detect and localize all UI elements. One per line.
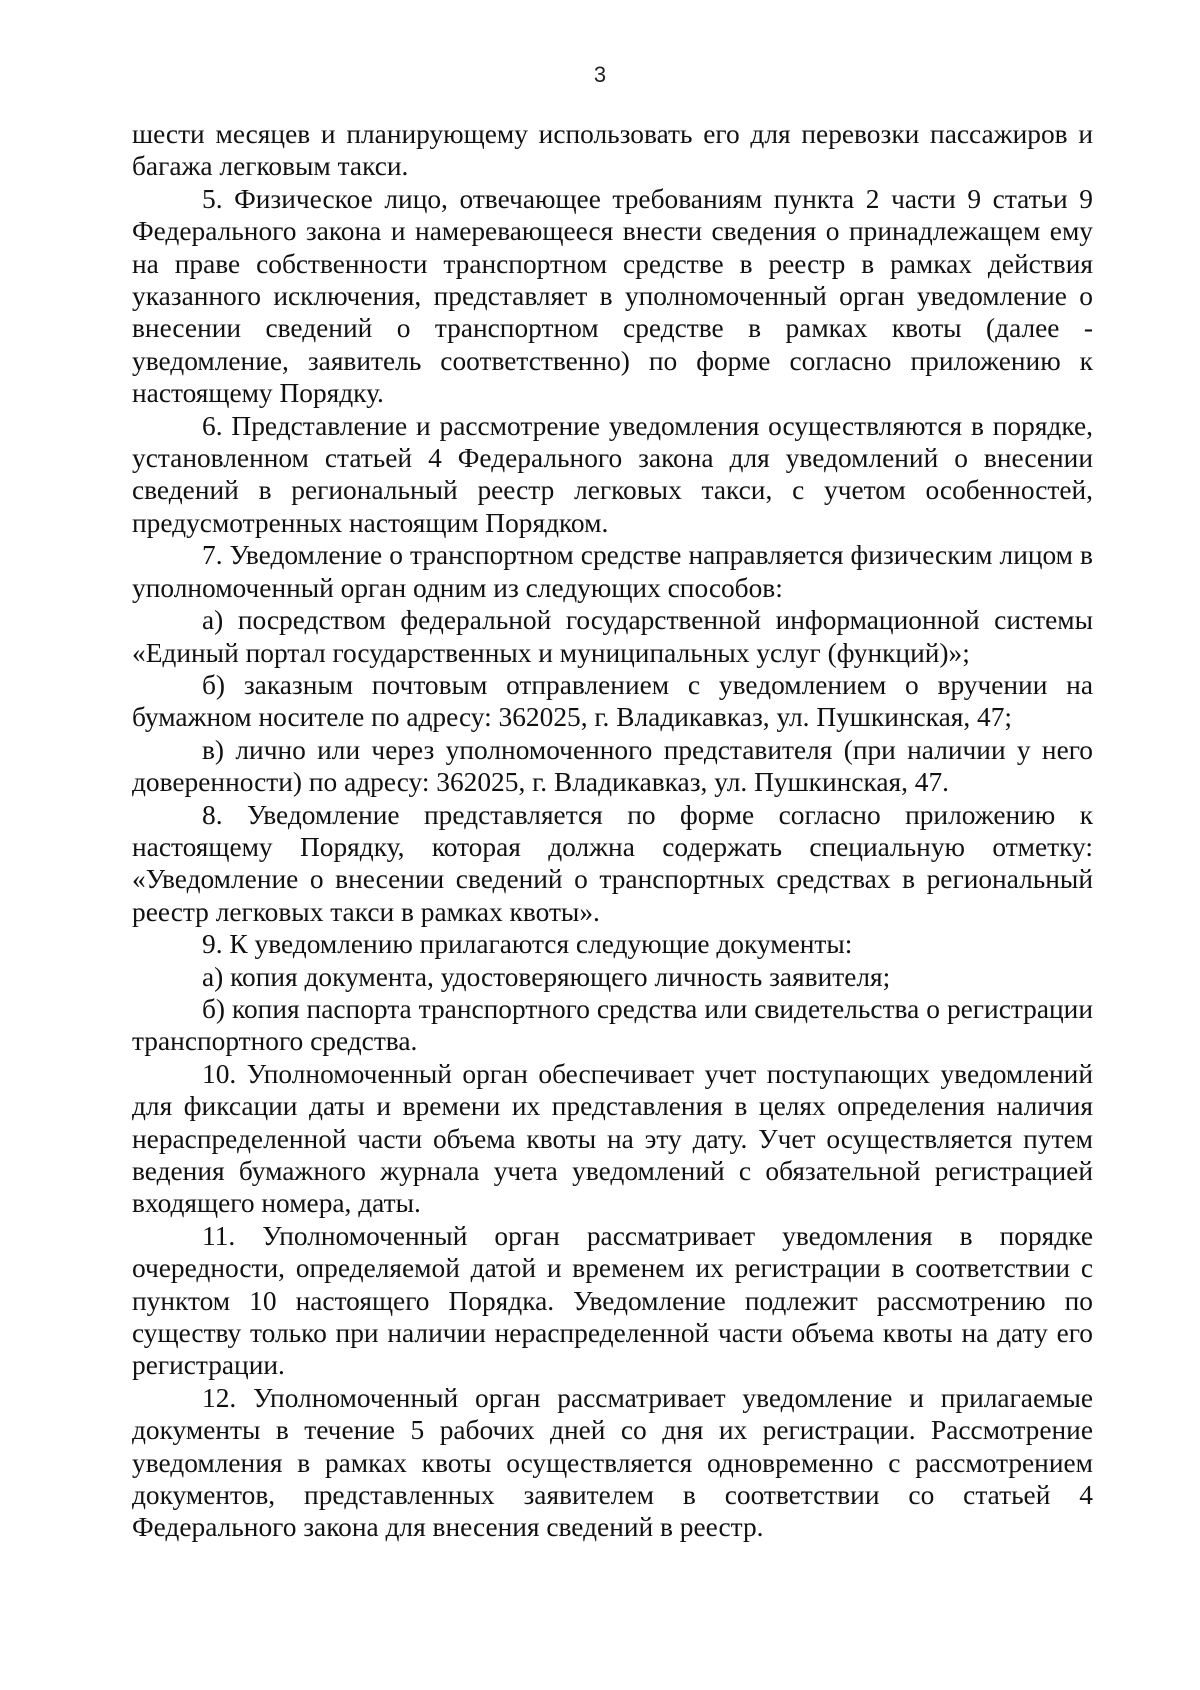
paragraph-9-b: б) копия паспорта транспортного средства или свидетельства о регистрации транспортного средства. [132, 993, 1093, 1057]
page-number: 3 [593, 62, 607, 87]
paragraph-7-b: б) заказным почтовым отправлением с уведомлением о вручении на бумажном носителе по адресу: 362025, г. Владикавказ, ул. Пушкинская, 47; [132, 669, 1093, 733]
paragraph-6: 6. Представление и рассмотрение уведомления осуществляются в порядке, установленном статьей 4 Федерального закона для уведомлений о внесении сведений в региональный реестр легковых такси, с учетом особенностей, предусмотренных настоящим Порядком. [132, 410, 1093, 538]
document-body [132, 118, 1093, 1544]
paragraph-12: 12. Уполномоченный орган рассматривает уведомление и прилагаемые документы в течение 5 рабочих дней со дня их регистрации. Рассмотрение уведомления в рамках квоты осуществляется одновременно с рассмотрением документов, представленных заявителем в соответствии со статьей 4 Федерального закона для внесения сведений в реестр. [132, 1382, 1093, 1543]
paragraph-11: 11. Уполномоченный орган рассматривает уведомления в порядке очередности, определяемой датой и временем их регистрации в соответствии с пунктом 10 настоящего Порядка. Уведомление подлежит рассмотрению по существу только при наличии нераспределенной части объема квоты на дату его регистрации. [132, 1220, 1093, 1381]
paragraph-continuation: шести месяцев и планирующему использовать его для перевозки пассажиров и багажа легковым такси. [132, 119, 1093, 182]
paragraph-7-a: а) посредством федеральной государственной информационной системы «Единый портал государственных и муниципальных услуг (функций)»; [132, 605, 1093, 668]
paragraph-9: 9. К уведомлению прилагаются следующие документы: [202, 929, 853, 960]
paragraph-10: 10. Уполномоченный орган обеспечивает учет поступающих уведомлений для фиксации даты и времени их представления в целях определения наличия нераспределенной части объема квоты на эту дату. Учет осуществляется путем ведения бумажного журнала учета уведомлений с обязательной регистрацией входящего номера, даты. [132, 1058, 1093, 1219]
paragraph-9-a: а) копия документа, удостоверяющего личность заявителя; [202, 961, 891, 992]
paragraph-7-v: в) лично или через уполномоченного представителя (при наличии у него доверенности) по адресу: 362025, г. Владикавказ, ул. Пушкинская, 47. [132, 734, 1093, 798]
paragraph-5: 5. Физическое лицо, отвечающее требованиям пункта 2 части 9 статьи 9 Федерального закона и намеревающееся внести сведения о принадлежащем ему на праве собственности транспортном средстве в реестр в рамках действия указанного исключения, представляет в уполномоченный орган уведомление о внесении сведений о транспортном средстве в рамках квоты (далее - уведомление, заявитель соответственно) по форме согласно приложению к настоящему Порядку. [132, 183, 1093, 409]
paragraph-8: 8. Уведомление представляется по форме согласно приложению к настоящему Порядку, которая должна содержать специальную отметку: «Уведомление о внесении сведений о транспортных средствах в региональный реестр легковых такси в рамках квоты». [132, 799, 1093, 927]
paragraph-7: 7. Уведомление о транспортном средстве направляется физическим лицом в уполномоченный орган одним из следующих способов: [132, 540, 1093, 603]
